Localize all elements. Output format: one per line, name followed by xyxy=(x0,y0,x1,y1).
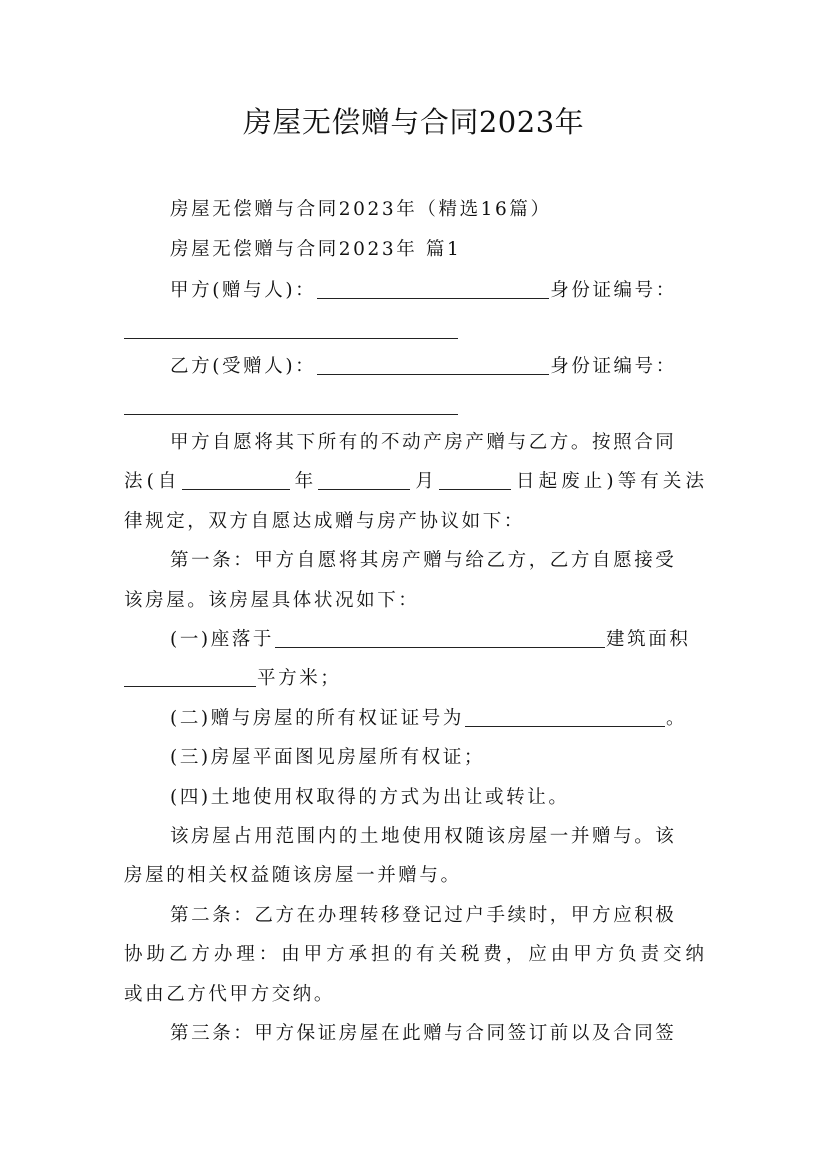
party-b-line xyxy=(170,353,704,381)
article-2-line: 第二条：乙方在办理转移登记过户手续时，甲方应积极 xyxy=(170,905,677,926)
day-blank xyxy=(439,488,511,490)
year-blank xyxy=(182,488,290,490)
paragraph-line: 该房屋占用范围内的土地使用权随该房屋一并赠与。该 xyxy=(170,826,677,847)
party-b-blank xyxy=(317,373,549,375)
section-heading: 房屋无偿赠与合同2023年 篇1 xyxy=(170,239,462,260)
party-a-blank xyxy=(317,297,549,299)
paragraph-line: 或由乙方代甲方交纳。 xyxy=(124,984,336,1005)
paragraph-line: (四)土地使用权取得的方式为出让或转让。 xyxy=(170,787,570,808)
paragraph-line: 该房屋。该房屋具体状况如下： xyxy=(124,590,420,611)
area-blank xyxy=(124,685,256,687)
paragraph-line: 甲方自愿将其下所有的不动产房产赠与乙方。按照合同 xyxy=(170,432,677,453)
article-1-line: 第一条：甲方自愿将其房产赠与给乙方，乙方自愿接受 xyxy=(170,550,677,571)
subtitle-line: 房屋无偿赠与合同2023年（精选16篇） xyxy=(170,199,552,220)
article-3-line: 第三条：甲方保证房屋在此赠与合同签订前以及合同签 xyxy=(170,1023,677,1044)
document-title: 房屋无偿赠与合同2023年 xyxy=(242,105,585,139)
party-a-id-line xyxy=(124,317,704,345)
party-a-id-label: 身份证编号： xyxy=(550,280,677,301)
paragraph-line: 协助乙方办理：由甲方承担的有关税费，应由甲方负责交纳 xyxy=(124,944,704,965)
paragraph-line: 法(自 年 月 日起废止)等有关法 xyxy=(124,471,705,492)
party-b-id-label: 身份证编号： xyxy=(550,356,677,377)
location-line: (一)座落于 建筑面积 xyxy=(170,629,691,650)
party-a-id-blank xyxy=(124,337,458,339)
party-a-line xyxy=(170,277,704,305)
party-b-id-line xyxy=(124,393,704,421)
party-a-label: 甲方(赠与人)： xyxy=(170,280,317,301)
month-blank xyxy=(318,488,410,490)
paragraph-line: (三)房屋平面图见房屋所有权证； xyxy=(170,747,486,768)
party-b-id-blank xyxy=(124,413,458,415)
location-blank xyxy=(275,646,605,648)
paragraph-line: 房屋的相关权益随该房屋一并赠与。 xyxy=(124,865,462,886)
area-line: 平方米； xyxy=(124,665,704,693)
certificate-blank xyxy=(465,725,665,727)
paragraph-line: 律规定，双方自愿达成赠与房产协议如下： xyxy=(124,511,525,532)
party-b-label: 乙方(受赠人)： xyxy=(170,356,317,377)
certificate-line: (二)赠与房屋的所有权证证号为 。 xyxy=(170,708,688,729)
